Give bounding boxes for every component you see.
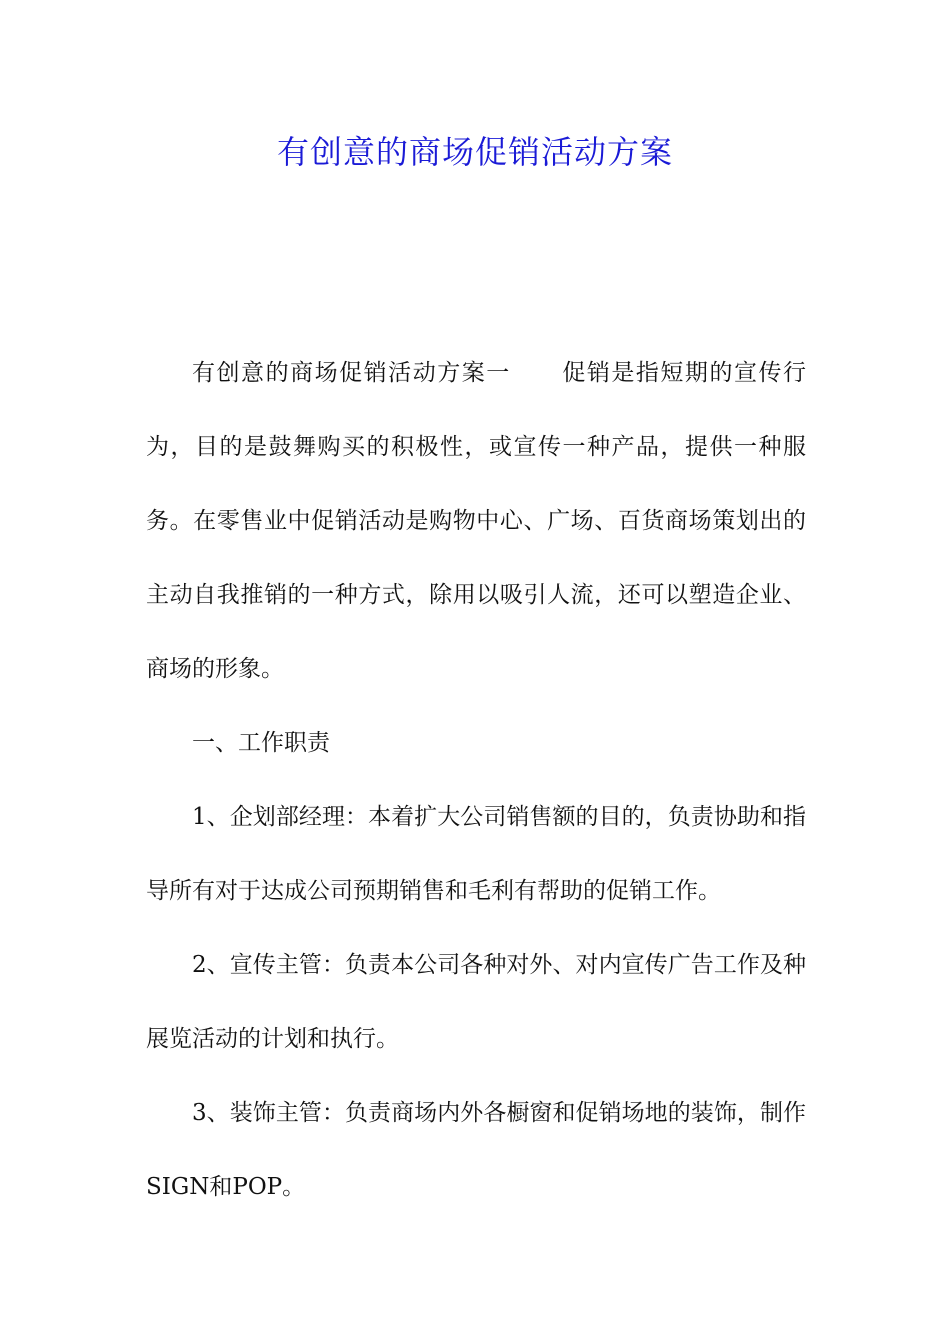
paragraph-intro: [146, 336, 806, 706]
paragraph-intro-lead: 有创意的商场促销活动方案一: [192, 360, 511, 386]
paragraph-duty-3: 3、装饰主管：负责商场内外各橱窗和促销场地的装饰，制作SIGN和POP。: [146, 1100, 806, 1200]
section-heading-duties: 一、工作职责: [192, 730, 330, 756]
paragraph-intro-text: 促销是指短期的宣传行为，目的是鼓舞购买的积极性，或宣传一种产品，提供一种服务。在零售业中促销活动是购物中心、广场、百货商场策划出的主动自我推销的一种方式，除用以吸引人流，还可以塑造企业、商场的形象。: [146, 360, 807, 682]
document-title: 有创意的商场促销活动方案: [276, 133, 673, 171]
paragraph-duty-1: 1、企划部经理：本着扩大公司销售额的目的，负责协助和指导所有对于达成公司预期销售和毛利有帮助的促销工作。: [146, 804, 806, 904]
paragraph-duty-2: 2、宣传主管：负责本公司各种对外、对内宣传广告工作及种展览活动的计划和执行。: [146, 952, 806, 1052]
document-body: [146, 336, 806, 1224]
